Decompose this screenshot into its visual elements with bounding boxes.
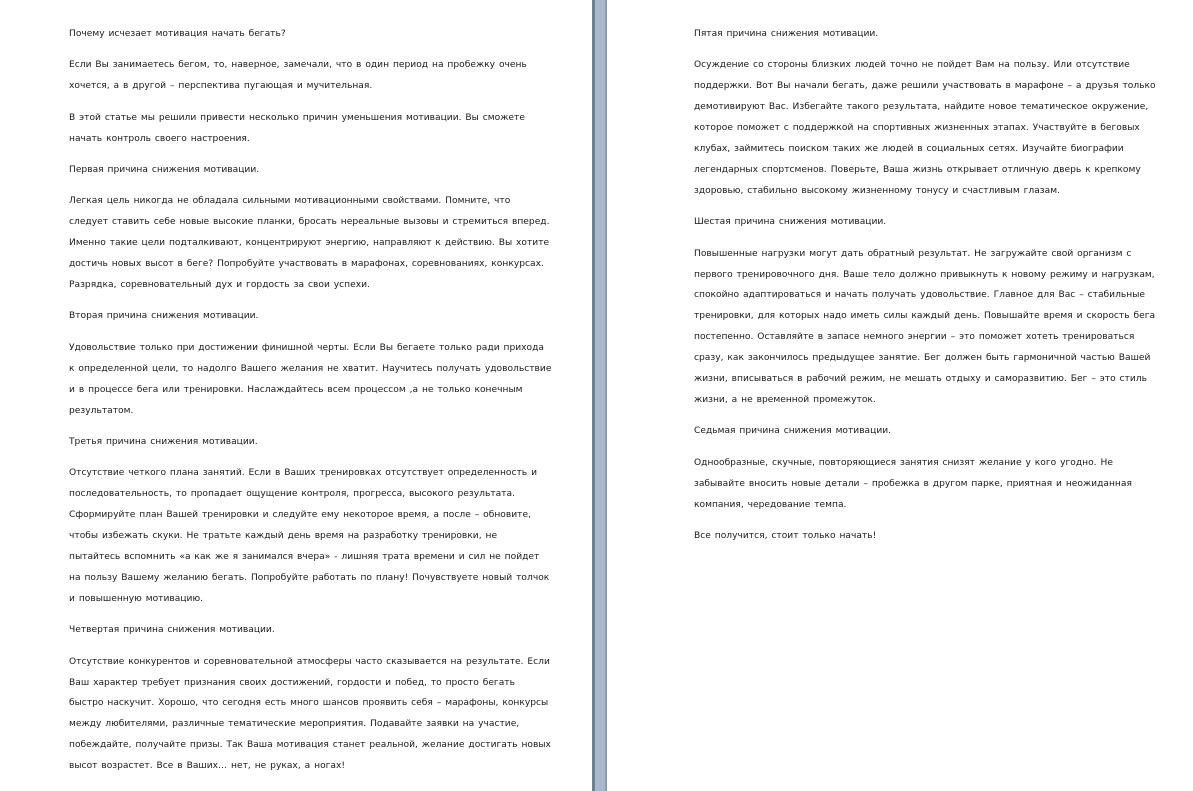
section-heading-reason-6: Шестая причина снижения мотивации.: [694, 217, 887, 228]
document-page-right[interactable]: [607, 0, 1193, 791]
paragraph-article-purpose: В этой статье мы решили привести несколько причин уменьшения мотивации. Вы сможете начать контроль своего настроения.: [69, 112, 525, 144]
section-heading-reason-5: Пятая причина снижения мотивации.: [694, 29, 879, 39]
document-page-left[interactable]: [0, 0, 592, 791]
paragraph-conclusion: Все получится, стоит только начать!: [694, 531, 877, 542]
section-heading-reason-3: Третья причина снижения мотивации.: [69, 437, 258, 447]
paragraph-reason-2: Удовольствие только при достижении финишной черты. Если Вы бегаете только ради прихода к определенной цели, то надолго Вашего желания не хватит. Научитесь получать удовольствие и в процессе бега или тренировки. Наслаждайтесь всем процессом ,а не только конечным результатом.: [69, 342, 552, 416]
section-heading-reason-2: Вторая причина снижения мотивации.: [69, 311, 259, 322]
paragraph-reason-1: Легкая цель никогда не обладала сильными мотивационными свойствами. Помните, что следует ставить себе новые высокие планки, бросать нереальные вызовы и стремиться вперед. Именно такие цели подталкивают, концентрируют энергию, направляют к действию. Вы хотите достичь новых высот в беге? Попробуйте участвовать в марафонах, соревнованиях, конкурсах. Разрядка, соревновательный дух и гордость за свои успехи.: [69, 196, 550, 291]
paragraph-reason-5: Осуждение со стороны близких людей точно не пойдет Вам на пользу. Или отсутствие поддержки. Вот Вы начали бегать, даже решили участвовать в марафоне – а друзья только демотивируют Вас. Избегайте такого результата, найдите новое тематическое окружение, которое поможет с поддержкой на спортивных жизненных этапах. Участвуйте в беговых клубах, займитесь поиском таких же людей в социальных сетях. Изучайте биографии легендарных спортсменов. Поверьте, Ваша жизнь открывает отличную дверь к крепкому здоровью, стабильно высокому жизненному тонусу и счастливым глазам.: [694, 60, 1156, 196]
paragraph-reason-4: Отсутствие конкурентов и соревновательной атмосферы часто сказывается на результате. Если Ваш характер требует признания своих достижений, гордости и побед, то просто бегать быстро наскучит. Хорошо, что сегодня есть много шансов проявить себя – марафоны, конкурсы между любителями, различные тематические мероприятия. Подавайте заявки на участие, побеждайте, получайте призы. Так Ваша мотивация станет реальной, желание достигать новых высот возрастет. Все в Ваших… нет, не руках, а ногах!: [69, 656, 551, 772]
paragraph-reason-6: Повышенные нагрузки могут дать обратный результат. Не загружайте свой организм с первого тренировочного дня. Ваше тело должно привыкнуть к новому режиму и нагрузкам, спокойно адаптироваться и начать получать удовольствие. Главное для Вас – стабильные тренировки, для которых надо иметь силы каждый день. Повышайте время и скорость бега постепенно. Оставляйте в запасе немного энергии – это поможет хотеть тренироваться сразу, как закончилось предыдущее занятие. Бег должен быть гармоничной частью Вашей жизни, вписываться в рабочий режим, не мешать отдыху и саморазвитию. Бег – это стиль жизни, а не временной промежуток.: [694, 248, 1156, 405]
section-heading-reason-7: Седьмая причина снижения мотивации.: [694, 426, 892, 437]
paragraph-reason-7: Однообразные, скучные, повторяющиеся занятия снизят желание у кого угодно. Не забывайте вносить новые детали – пробежка в другом парке, приятная и неожиданная компания, чередование темпа.: [694, 457, 1132, 510]
section-heading-reason-4: Четвертая причина снижения мотивации.: [69, 625, 275, 636]
page-separator: [592, 0, 607, 791]
section-heading-reason-1: Первая причина снижения мотивации.: [69, 165, 260, 176]
paragraph-intro: Если Вы занимаетесь бегом, то, наверное, замечали, что в один период на пробежку очень хочется, а в другой – перспектива пугающая и мучительная.: [69, 60, 527, 92]
paragraph-reason-3: Отсутствие четкого плана занятий. Если в Ваших тренировках отсутствует определенность и последовательность, то пропадает ощущение контроля, прогресса, высокого результата. Сформируйте план Вашей тренировки и следуйте ему некоторое время, а после – обновите, чтобы избежать скуки. Не тратьте каждый день время на разработку тренировки, не пытайтесь вспомнить «а как же я занимался вчера» - лишняя трата времени и сил не пойдет на пользу Вашему желанию бегать. Попробуйте работать по плану! Почувствуете новый толчок и повышенную мотивацию.: [69, 468, 550, 604]
page-title: Почему исчезает мотивация начать бегать?: [69, 29, 286, 39]
